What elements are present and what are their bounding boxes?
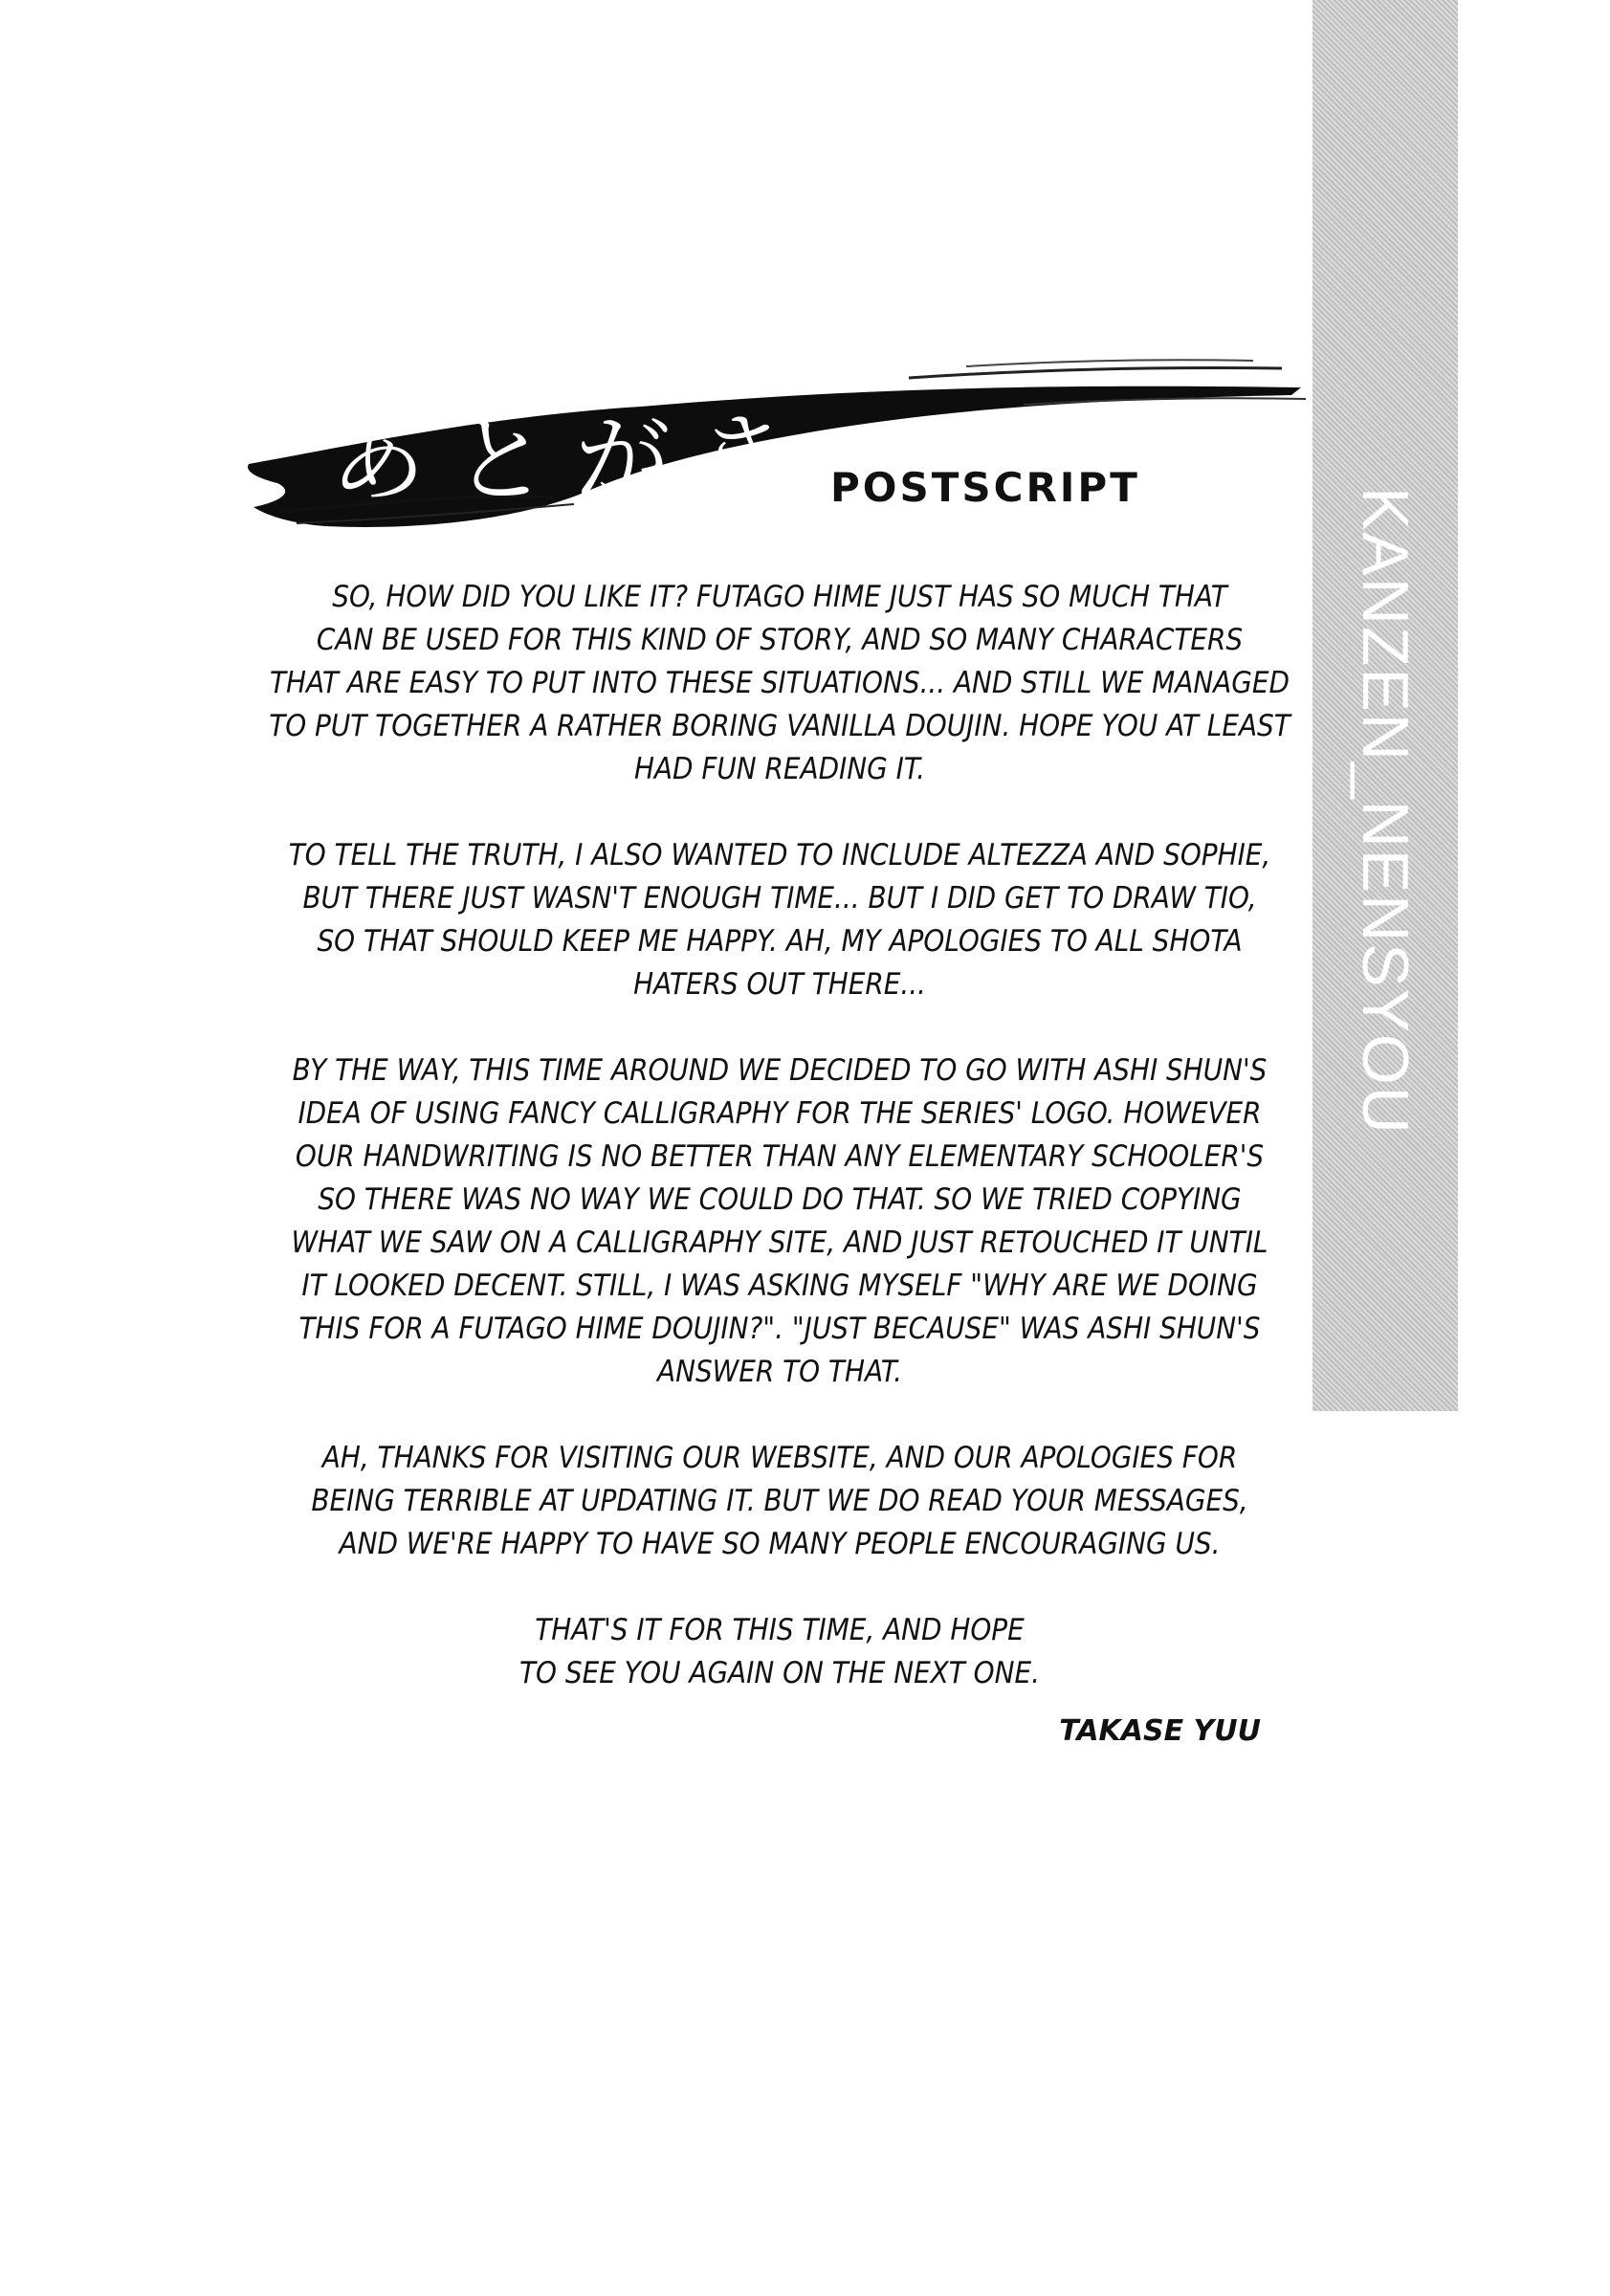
text-line: THIS FOR A FUTAGO HIME DOUJIN?". "JUST BECAUSE" WAS ASHI SHUN'S xyxy=(298,1312,1261,1346)
author-signature: TAKASE YUU xyxy=(1059,1714,1261,1748)
text-line: HATERS OUT THERE... xyxy=(633,967,926,1002)
text-line: IT LOOKED DECENT. STILL, I WAS ASKING MYSELF "WHY ARE WE DOING xyxy=(301,1269,1258,1303)
text-line: AH, THANKS FOR VISITING OUR WEBSITE, AND OUR APOLOGIES FOR xyxy=(321,1441,1238,1475)
text-line: SO THAT SHOULD KEEP ME HAPPY. AH, MY APOLOGIES TO ALL SHOTA xyxy=(317,924,1243,959)
text-line: AND WE'RE HAPPY TO HAVE SO MANY PEOPLE ENCOURAGING US. xyxy=(339,1527,1221,1561)
text-line: CAN BE USED FOR THIS KIND OF STORY, AND SO MANY CHARACTERS xyxy=(316,623,1244,657)
text-line: SO THERE WAS NO WAY WE COULD DO THAT. SO WE TRIED COPYING xyxy=(318,1182,1242,1217)
text-line: THAT ARE EASY TO PUT INTO THESE SITUATIONS... AND STILL WE MANAGED xyxy=(270,666,1290,700)
title-japanese: あとがき xyxy=(330,404,820,516)
paragraph-5 xyxy=(239,1609,1320,1695)
text-line: WHAT WE SAW ON A CALLIGRAPHY SITE, AND JUST RETOUCHED IT UNTIL xyxy=(291,1225,1268,1260)
text-line: BUT THERE JUST WASN'T ENOUGH TIME... BUT I DID GET TO DRAW TIO, xyxy=(302,881,1257,916)
side-band-label: KANZEN_NENSYOU xyxy=(1349,486,1422,1136)
side-band-label-wrap xyxy=(1312,0,1458,1411)
text-line: OUR HANDWRITING IS NO BETTER THAN ANY ELEMENTARY SCHOOLER'S xyxy=(295,1139,1265,1174)
text-line: SO, HOW DID YOU LIKE IT? FUTAGO HIME JUST HAS SO MUCH THAT xyxy=(332,580,1227,614)
title-english: POSTSCRIPT xyxy=(830,464,1140,511)
postscript-body xyxy=(239,576,1320,1738)
text-line: THAT'S IT FOR THIS TIME, AND HOPE xyxy=(535,1613,1025,1647)
text-line: TO SEE YOU AGAIN ON THE NEXT ONE. xyxy=(519,1656,1040,1690)
paragraph-4 xyxy=(239,1437,1320,1566)
text-line: HAD FUN READING IT. xyxy=(633,752,926,786)
text-line: BY THE WAY, THIS TIME AROUND WE DECIDED TO GO WITH ASHI SHUN'S xyxy=(292,1053,1268,1088)
paragraph-1 xyxy=(239,576,1320,791)
paragraph-2 xyxy=(239,834,1320,1006)
text-line: ANSWER TO THAT. xyxy=(657,1355,902,1389)
paragraph-3 xyxy=(239,1049,1320,1394)
text-line: TO TELL THE TRUTH, I ALSO WANTED TO INCLUDE ALTEZZA AND SOPHIE, xyxy=(288,838,1271,872)
text-line: IDEA OF USING FANCY CALLIGRAPHY FOR THE SERIES' LOGO. HOWEVER xyxy=(298,1096,1262,1131)
text-line: BEING TERRIBLE AT UPDATING IT. BUT WE DO READ YOUR MESSAGES, xyxy=(311,1484,1248,1518)
text-line: TO PUT TOGETHER A RATHER BORING VANILLA DOUJIN. HOPE YOU AT LEAST xyxy=(269,709,1290,743)
